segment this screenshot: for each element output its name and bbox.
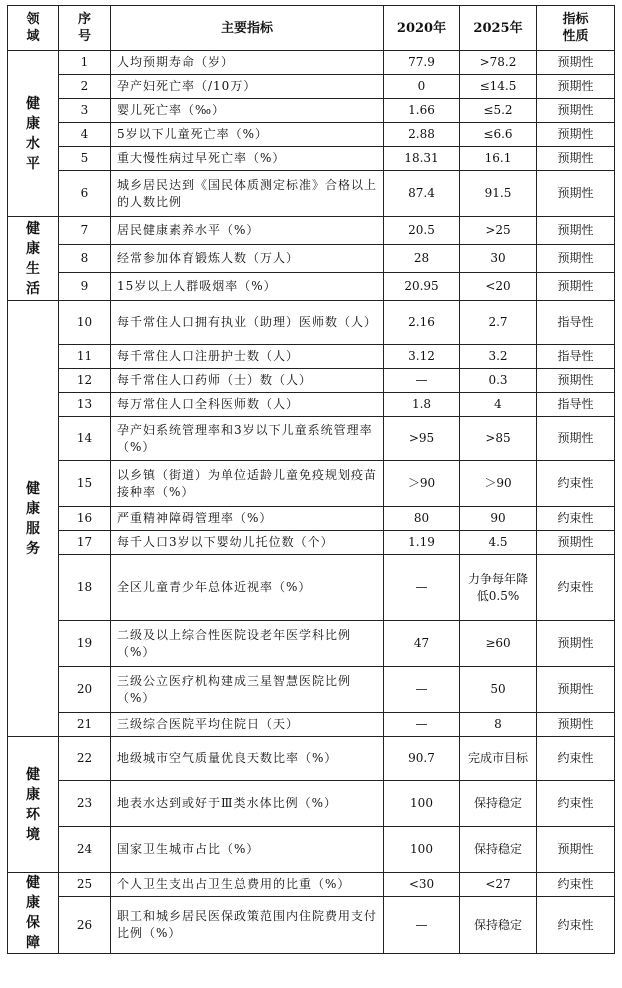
value-2020: 100	[384, 781, 460, 827]
value-2020: 3.12	[384, 345, 460, 369]
value-2025: 力争每年降低0.5%	[460, 555, 537, 621]
value-2025: 90	[460, 507, 537, 531]
value-2020: —	[384, 897, 460, 954]
table-header-row	[8, 6, 615, 51]
indicator-nature: 预期性	[537, 171, 615, 217]
value-2025: 2.7	[460, 301, 537, 345]
value-2025: >78.2	[460, 51, 537, 75]
value-2025: ≤6.6	[460, 123, 537, 147]
table-row	[8, 555, 615, 621]
row-number: 23	[59, 781, 111, 827]
table-row	[8, 737, 615, 781]
value-2020: 2.88	[384, 123, 460, 147]
indicator-name: 严重精神障碍管理率（%）	[111, 507, 384, 531]
indicator-name: 经常参加体育锻炼人数（万人）	[111, 245, 384, 273]
indicator-name: 每万常住人口全科医师数（人）	[111, 393, 384, 417]
indicator-nature: 预期性	[537, 417, 615, 461]
table-body	[8, 51, 615, 954]
indicator-nature: 约束性	[537, 507, 615, 531]
table-row	[8, 51, 615, 75]
header-number: 序 号	[59, 6, 111, 51]
indicator-nature: 约束性	[537, 781, 615, 827]
indicator-nature: 预期性	[537, 273, 615, 301]
table-row	[8, 147, 615, 171]
indicator-nature: 预期性	[537, 51, 615, 75]
indicator-name: 以乡镇（街道）为单位适龄儿童免疫规划疫苗接种率（%）	[111, 461, 384, 507]
row-number: 2	[59, 75, 111, 99]
indicator-nature: 预期性	[537, 667, 615, 713]
indicator-nature: 预期性	[537, 369, 615, 393]
indicator-name: 每千常住人口拥有执业（助理）医师数（人）	[111, 301, 384, 345]
value-2025: <27	[460, 873, 537, 897]
table-row	[8, 171, 615, 217]
header-indicator: 主要指标	[111, 6, 384, 51]
indicator-table	[7, 5, 615, 954]
value-2025: 4.5	[460, 531, 537, 555]
table-row	[8, 217, 615, 245]
indicator-nature: 预期性	[537, 147, 615, 171]
indicator-name: 孕产妇系统管理率和3岁以下儿童系统管理率（%）	[111, 417, 384, 461]
indicator-name: 地表水达到或好于Ⅲ类水体比例（%）	[111, 781, 384, 827]
row-number: 25	[59, 873, 111, 897]
value-2025: <20	[460, 273, 537, 301]
indicator-name: 重大慢性病过早死亡率（%）	[111, 147, 384, 171]
indicator-name: 每千人口3岁以下婴幼儿托位数（个）	[111, 531, 384, 555]
table-row	[8, 99, 615, 123]
value-2020: 80	[384, 507, 460, 531]
domain-cell: 健 康 保 障	[8, 873, 59, 954]
value-2020: 1.66	[384, 99, 460, 123]
value-2020: —	[384, 667, 460, 713]
table-row	[8, 667, 615, 713]
indicator-nature: 预期性	[537, 531, 615, 555]
row-number: 20	[59, 667, 111, 713]
indicator-nature: 指导性	[537, 345, 615, 369]
value-2025: 保持稳定	[460, 897, 537, 954]
row-number: 22	[59, 737, 111, 781]
indicator-nature: 预期性	[537, 245, 615, 273]
indicator-name: 孕产妇死亡率（/10万）	[111, 75, 384, 99]
row-number: 4	[59, 123, 111, 147]
indicator-name: 三级综合医院平均住院日（天）	[111, 713, 384, 737]
indicator-nature: 约束性	[537, 461, 615, 507]
row-number: 24	[59, 827, 111, 873]
value-2020: >95	[384, 417, 460, 461]
value-2020: 100	[384, 827, 460, 873]
value-2025: 3.2	[460, 345, 537, 369]
table-row	[8, 531, 615, 555]
indicator-name: 三级公立医疗机构建成三星智慧医院比例（%）	[111, 667, 384, 713]
table-row	[8, 393, 615, 417]
value-2020: —	[384, 713, 460, 737]
row-number: 6	[59, 171, 111, 217]
indicator-name: 居民健康素养水平（%）	[111, 217, 384, 245]
indicator-nature: 约束性	[537, 897, 615, 954]
indicator-name: 15岁以上人群吸烟率（%）	[111, 273, 384, 301]
value-2025: ≤5.2	[460, 99, 537, 123]
indicator-name: 每千常住人口药师（士）数（人）	[111, 369, 384, 393]
table-row	[8, 873, 615, 897]
row-number: 16	[59, 507, 111, 531]
indicator-name: 人均预期寿命（岁）	[111, 51, 384, 75]
row-number: 3	[59, 99, 111, 123]
indicator-name: 二级及以上综合性医院设老年医学科比例（%）	[111, 621, 384, 667]
domain-cell: 健 康 服 务	[8, 301, 59, 737]
indicator-name: 全区儿童青少年总体近视率（%）	[111, 555, 384, 621]
table-row	[8, 507, 615, 531]
indicator-nature: 预期性	[537, 217, 615, 245]
row-number: 7	[59, 217, 111, 245]
row-number: 5	[59, 147, 111, 171]
value-2020: 87.4	[384, 171, 460, 217]
value-2020: 20.5	[384, 217, 460, 245]
row-number: 13	[59, 393, 111, 417]
indicator-name: 5岁以下儿童死亡率（%）	[111, 123, 384, 147]
value-2020: 2.16	[384, 301, 460, 345]
value-2025: 8	[460, 713, 537, 737]
row-number: 10	[59, 301, 111, 345]
table-row	[8, 301, 615, 345]
table-row	[8, 123, 615, 147]
table-row	[8, 897, 615, 954]
table-row	[8, 461, 615, 507]
value-2020: ＞90	[384, 461, 460, 507]
indicator-nature: 预期性	[537, 827, 615, 873]
header-2020: 2020年	[384, 6, 460, 51]
row-number: 19	[59, 621, 111, 667]
value-2025: >85	[460, 417, 537, 461]
value-2020: 1.8	[384, 393, 460, 417]
value-2025: 30	[460, 245, 537, 273]
indicator-nature: 约束性	[537, 555, 615, 621]
row-number: 8	[59, 245, 111, 273]
table-row	[8, 781, 615, 827]
indicator-nature: 预期性	[537, 713, 615, 737]
indicator-nature: 约束性	[537, 873, 615, 897]
value-2025: 保持稳定	[460, 827, 537, 873]
value-2020: 28	[384, 245, 460, 273]
indicator-nature: 指导性	[537, 301, 615, 345]
row-number: 1	[59, 51, 111, 75]
value-2025: 91.5	[460, 171, 537, 217]
row-number: 11	[59, 345, 111, 369]
header-2025: 2025年	[460, 6, 537, 51]
indicator-nature: 约束性	[537, 737, 615, 781]
table-row	[8, 345, 615, 369]
value-2025: >25	[460, 217, 537, 245]
value-2020: 20.95	[384, 273, 460, 301]
table-row	[8, 417, 615, 461]
header-nature: 指标 性质	[537, 6, 615, 51]
indicator-name: 地级城市空气质量优良天数比率（%）	[111, 737, 384, 781]
value-2020: —	[384, 555, 460, 621]
value-2025: 0.3	[460, 369, 537, 393]
table-row	[8, 621, 615, 667]
row-number: 12	[59, 369, 111, 393]
value-2020: 0	[384, 75, 460, 99]
domain-cell: 健 康 环 境	[8, 737, 59, 873]
domain-cell: 健 康 水 平	[8, 51, 59, 217]
row-number: 9	[59, 273, 111, 301]
indicator-name: 个人卫生支出占卫生总费用的比重（%）	[111, 873, 384, 897]
value-2020: 90.7	[384, 737, 460, 781]
indicator-name: 婴儿死亡率（‰）	[111, 99, 384, 123]
indicator-name: 城乡居民达到《国民体质测定标准》合格以上的人数比例	[111, 171, 384, 217]
table-row	[8, 827, 615, 873]
value-2025: 16.1	[460, 147, 537, 171]
indicator-name: 职工和城乡居民医保政策范围内住院费用支付比例（%）	[111, 897, 384, 954]
indicator-name: 国家卫生城市占比（%）	[111, 827, 384, 873]
indicator-nature: 指导性	[537, 393, 615, 417]
table-row	[8, 273, 615, 301]
indicator-table-container	[7, 5, 614, 954]
value-2025: ≤14.5	[460, 75, 537, 99]
row-number: 26	[59, 897, 111, 954]
value-2025: 保持稳定	[460, 781, 537, 827]
value-2020: 77.9	[384, 51, 460, 75]
indicator-nature: 预期性	[537, 123, 615, 147]
value-2020: <30	[384, 873, 460, 897]
value-2020: —	[384, 369, 460, 393]
row-number: 17	[59, 531, 111, 555]
header-domain: 领 域	[8, 6, 59, 51]
value-2025: 4	[460, 393, 537, 417]
indicator-nature: 预期性	[537, 621, 615, 667]
table-row	[8, 75, 615, 99]
indicator-nature: 预期性	[537, 99, 615, 123]
row-number: 14	[59, 417, 111, 461]
table-row	[8, 245, 615, 273]
indicator-nature: 预期性	[537, 75, 615, 99]
value-2020: 18.31	[384, 147, 460, 171]
row-number: 15	[59, 461, 111, 507]
row-number: 18	[59, 555, 111, 621]
table-row	[8, 713, 615, 737]
table-row	[8, 369, 615, 393]
row-number: 21	[59, 713, 111, 737]
indicator-name: 每千常住人口注册护士数（人）	[111, 345, 384, 369]
value-2025: 50	[460, 667, 537, 713]
value-2025: 完成市目标	[460, 737, 537, 781]
value-2025: ＞90	[460, 461, 537, 507]
domain-cell: 健 康 生 活	[8, 217, 59, 301]
value-2025: ≥60	[460, 621, 537, 667]
value-2020: 1.19	[384, 531, 460, 555]
value-2020: 47	[384, 621, 460, 667]
